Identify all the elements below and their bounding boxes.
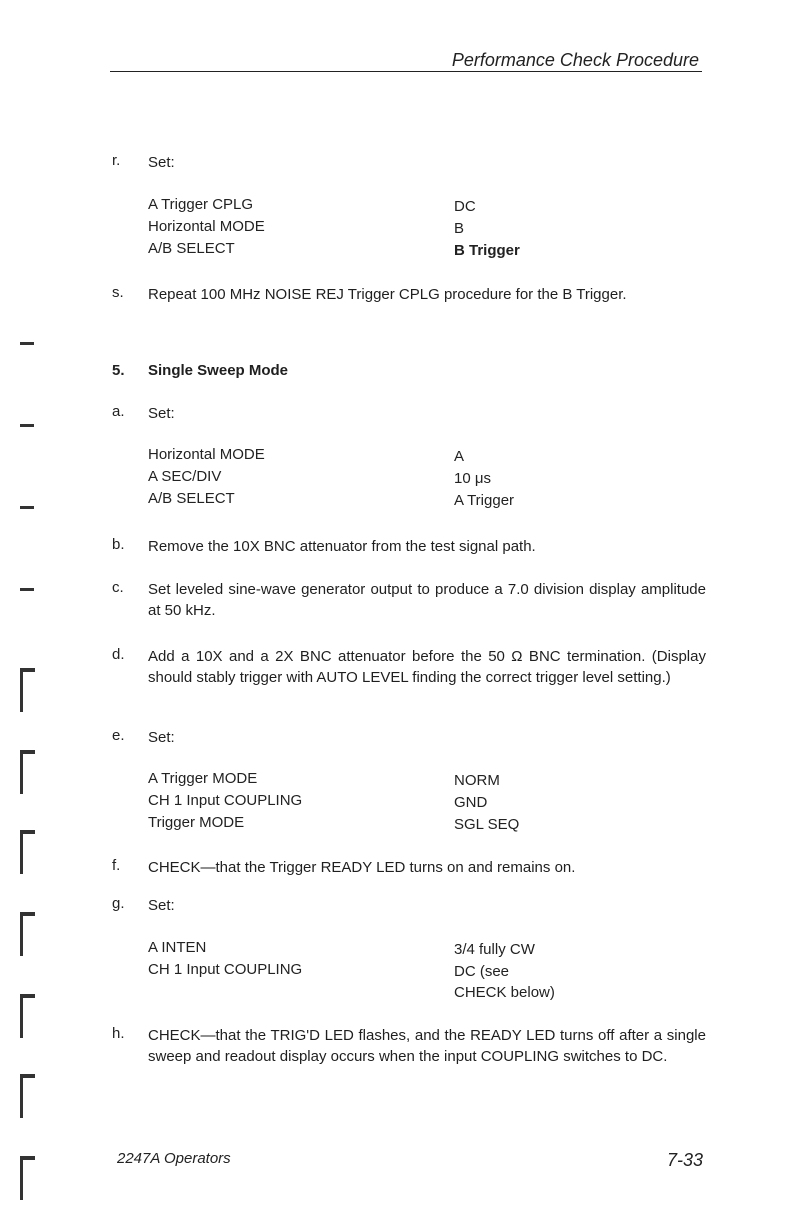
section-number: 5. — [112, 362, 125, 379]
control-value: B — [454, 220, 465, 237]
control-name: A SEC/DIV — [148, 468, 222, 485]
step-text: Remove the 10X BNC attenuator from the test signal path. — [148, 538, 536, 555]
step-letter: b. — [112, 536, 125, 553]
step-letter: h. — [112, 1025, 125, 1042]
step-text: CHECK—that the Trigger READY LED turns on and remains on. — [148, 859, 576, 876]
page-header-title: Performance Check Procedure — [451, 50, 699, 70]
footer-page-number: 7-33 — [666, 1150, 703, 1170]
control-value: NORM — [454, 772, 500, 789]
step-letter: s. — [112, 284, 124, 301]
control-name: CH 1 Input COUPLING — [148, 792, 303, 809]
step-text: Add a 10X and a 2X BNC attenuator before the 50 Ω BNC termination. (Display should stably trigger with AUTO LEVEL finding the correct trigger level setting.) — [148, 648, 706, 686]
step-text: Set: — [148, 897, 175, 914]
step-letter: d. — [112, 646, 125, 663]
section-title: Single Sweep Mode — [148, 362, 289, 379]
setting-row — [148, 468, 708, 490]
setting-row — [148, 446, 708, 468]
setting-row — [148, 961, 708, 1005]
setting-row — [148, 792, 708, 814]
control-name: Trigger MODE — [148, 814, 245, 831]
setting-row — [148, 240, 708, 262]
step-text: Set leveled sine-wave generator output to produce a 7.0 division display amplitude at 50 kHz. — [148, 581, 706, 619]
control-name: A/B SELECT — [148, 490, 235, 507]
control-value: A — [454, 448, 465, 465]
control-value: 10 μs — [454, 470, 491, 487]
step-text: Set: — [148, 154, 175, 171]
control-value: SGL SEQ — [454, 816, 520, 833]
step-letter: e. — [112, 727, 125, 744]
control-value: GND — [454, 794, 488, 811]
step-text: CHECK—that the TRIG'D LED flashes, and the READY LED turns off after a single sweep and readout display occurs when the input COUPLING switches to DC. — [148, 1027, 706, 1065]
step-text: Set: — [148, 405, 175, 422]
step-text: Repeat 100 MHz NOISE REJ Trigger CPLG procedure for the B Trigger. — [148, 286, 627, 303]
step-letter: r. — [112, 152, 121, 169]
control-name: A Trigger MODE — [148, 770, 258, 787]
control-value: A Trigger — [454, 492, 515, 509]
step-text: Set: — [148, 729, 175, 746]
control-value: DC (see CHECK below) — [454, 963, 555, 1001]
control-name: A INTEN — [148, 939, 207, 956]
control-name: CH 1 Input COUPLING — [148, 961, 303, 978]
setting-row — [148, 939, 708, 961]
setting-row — [148, 490, 708, 512]
control-name: Horizontal MODE — [148, 446, 265, 463]
setting-row — [148, 196, 708, 218]
setting-row — [148, 770, 708, 792]
setting-row — [148, 814, 708, 836]
step-letter: f. — [112, 857, 121, 874]
step-letter: c. — [112, 579, 124, 596]
settings-table-e — [148, 770, 708, 836]
control-value: B Trigger — [454, 242, 520, 259]
settings-table-g — [148, 939, 708, 1005]
control-name: A Trigger CPLG — [148, 196, 254, 213]
settings-table-a — [148, 446, 708, 512]
step-letter: a. — [112, 403, 125, 420]
setting-row — [148, 218, 708, 240]
step-letter: g. — [112, 895, 125, 912]
control-name: Horizontal MODE — [148, 218, 265, 235]
settings-table-r — [148, 196, 708, 262]
control-value: 3/4 fully CW — [454, 941, 535, 958]
footer-manual-title: 2247A Operators — [117, 1150, 231, 1167]
control-value: DC — [454, 198, 476, 215]
control-name: A/B SELECT — [148, 240, 235, 257]
